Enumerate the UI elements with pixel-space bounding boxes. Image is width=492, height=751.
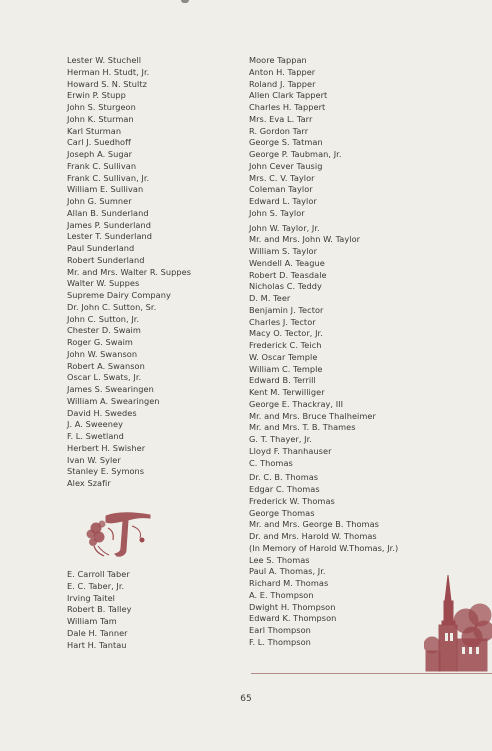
name-entry: Herman H. Studt, Jr. [67,66,150,77]
name-entry: William E. Sullivan [67,184,144,195]
name-entry: Karl Sturman [67,125,122,136]
name-entry: (In Memory of Harold W.Thomas, Jr.) [249,542,399,553]
name-entry: Mr. and Mrs. Walter R. Suppes [67,266,192,277]
name-entry: Paul A. Thomas, Jr. [249,566,326,577]
name-entry: Macy O. Tector, Jr. [249,328,323,339]
name-entry: E. C. Taber, Jr. [67,580,125,591]
name-entry: Dwight H. Thompson [249,601,336,612]
name-entry: John S. Sturgeon [67,102,136,112]
name-entry: E. Carroll Taber [67,569,130,579]
name-entry: G. T. Thayer, Jr. [249,434,312,444]
name-entry: Anton H. Tapper [249,66,316,77]
name-entry: Roland J. Tapper [249,78,316,89]
decorative-initial-t-icon [84,506,152,560]
name-entry: George S. Tatman [249,137,323,148]
name-entry: Dr. John C. Sutton, Sr. [67,301,157,312]
name-entry: Robert Sunderland [67,254,145,265]
name-entry: Dale H. Tanner [67,627,128,638]
name-entry: John C. Sutton, Jr. [67,313,140,324]
name-entry: Robert A. Swanson [67,360,145,371]
name-entry: Lloyd F. Thanhauser [249,445,332,456]
name-entry: Mr. and Mrs. John W. Taylor [249,234,361,245]
name-entry: Charles J. Tector [249,316,316,327]
name-entry: Robert D. Teasdale [249,269,327,280]
name-entry: Robert B. Talley [67,604,132,615]
name-entry: A. E. Thompson [249,589,314,600]
right-name-column [249,55,398,649]
name-entry: John W. Taylor, Jr. [249,222,320,233]
name-entry: Lee S. Thomas [249,554,310,565]
name-entry: George P. Taubman, Jr. [249,149,342,159]
name-entry: William S. Taylor [249,246,318,256]
name-entry: Lester T. Sunderland [67,231,153,242]
name-entry: John S. Taylor [249,207,305,218]
name-entry: Frank C. Sullivan [67,160,137,171]
name-entry: W. Oscar Temple [249,351,318,362]
name-entry: Dr. and Mrs. Harold W. Thomas [249,531,377,541]
name-entry: Edward L. Taylor [249,196,317,206]
name-entry: James P. Sunderland [67,219,151,230]
name-entry: J. A. Sweeney [67,419,123,430]
scan-artifact [181,0,189,3]
name-entry: William C. Temple [249,363,323,374]
name-entry: Mrs. C. V. Taylor [249,172,315,183]
name-entry: Mrs. Eva L. Tarr [249,113,313,124]
name-entry: Frank C. Sullivan, Jr. [67,172,150,183]
name-entry: William A. Swearingen [67,395,160,406]
name-entry: Mr. and Mrs. T. B. Thames [249,422,356,433]
name-entry: Hart H. Tantau [67,639,127,650]
name-entry: Alex Szafir [67,478,111,488]
name-entry: William Tam [67,616,117,626]
name-entry: Edgar C. Thomas [249,484,320,494]
name-entry: Earl Thompson [249,625,311,635]
name-entry: Herbert H. Swisher [67,442,146,453]
name-entry: Allen Clark Tappert [249,90,328,101]
name-entry: Charles H. Tappert [249,102,326,112]
name-entry: Erwin P. Stupp [67,90,126,101]
name-entry: Paul Sunderland [67,243,135,253]
name-entry: George Thomas [249,507,315,518]
name-entry: Kent M. Terwilliger [249,387,325,397]
name-entry: Roger G. Swaim [67,337,133,347]
name-entry: John K. Sturman [67,113,134,124]
name-entry: Supreme Dairy Company [67,290,171,300]
name-entry: C. Thomas [249,457,293,468]
name-entry: Moore Tappan [249,55,307,65]
name-entry: James S. Swearingen [67,384,154,394]
name-entry: Coleman Taylor [249,184,313,195]
name-entry: F. L. Thompson [249,636,311,647]
name-entry: Frederick C. Teich [249,340,322,350]
name-entry: Walter W. Suppes [67,278,140,289]
name-entry: Oscar L. Swats, Jr. [67,372,142,383]
name-entry: Lester W. Stuchell [67,55,142,65]
name-entry: Chester D. Swaim [67,325,141,336]
name-entry: Mr. and Mrs. George B. Thomas [249,519,379,530]
left-name-column-top [67,55,191,490]
name-entry: Benjamin J. Tector [249,304,324,315]
name-entry: Allan B. Sunderland [67,207,149,218]
name-entry: Wendell A. Teague [249,257,325,268]
name-entry: Nicholas C. Teddy [249,281,322,292]
name-entry: Edward B. Terrill [249,375,316,386]
church-illustration-icon [424,573,492,673]
name-entry: Stanley E. Symons [67,466,145,477]
name-entry: Ivan W. Syler [67,454,121,465]
footer-rule [251,673,492,674]
name-entry: F. L. Swetland [67,431,124,441]
page-number: 65 [240,694,252,704]
name-entry: Howard S. N. Stultz [67,78,147,89]
name-entry: Irving Taitel [67,592,115,603]
name-entry: D. M. Teer [249,293,291,303]
name-entry: Dr. C. B. Thomas [249,472,319,483]
name-entry: John G. Sumner [67,196,132,206]
name-entry: R. Gordon Tarr [249,125,309,136]
name-entry: Mr. and Mrs. Bruce Thalheimer [249,410,376,421]
name-entry: George E. Thackray, III [249,398,344,409]
left-name-column-bottom [67,569,131,651]
name-entry: Carl J. Suedhoff [67,137,131,148]
name-entry: John W. Swanson [67,348,138,359]
name-entry: Joseph A. Sugar [67,149,133,159]
name-entry: Edward K. Thompson [249,613,337,624]
name-entry: John Cever Tausig [249,160,323,171]
name-entry: Richard M. Thomas [249,578,329,588]
name-entry: David H. Swedes [67,407,137,418]
name-entry: Frederick W. Thomas [249,495,335,506]
